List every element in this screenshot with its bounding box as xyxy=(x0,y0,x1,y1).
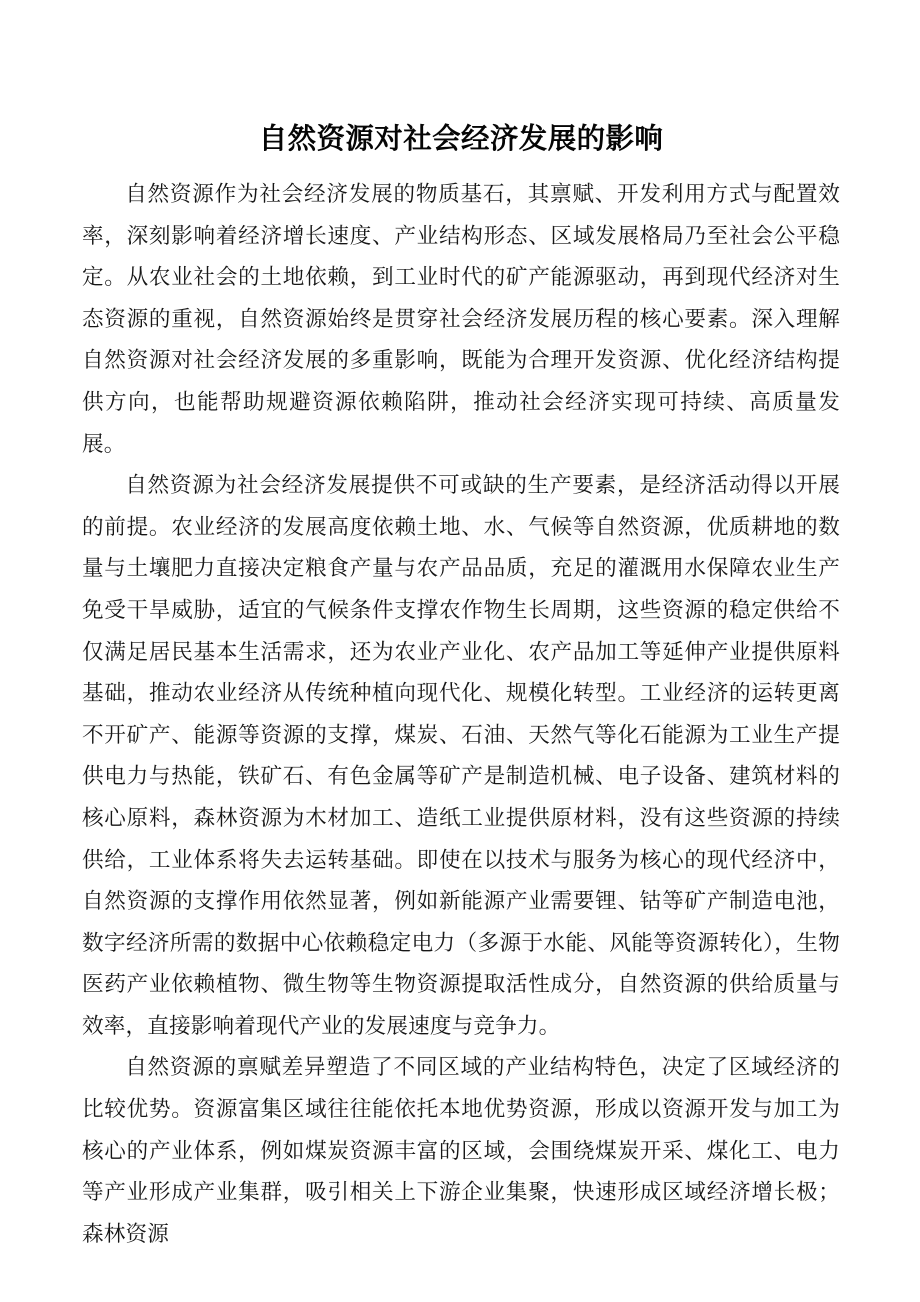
page-title: 自然资源对社会经济发展的影响 xyxy=(258,122,664,155)
document-content xyxy=(82,118,840,1255)
body-paragraph-2: 自然资源为社会经济发展提供不可或缺的生产要素，是经济活动得以开展的前提。农业经济的发展高度依赖土地、水、气候等自然资源，优质耕地的数量与土壤肥力直接决定粮食产量与农产品品质，充足的灌溉用水保障农业生产免受干旱威胁，适宜的气候条件支撑农作物生长周期，这些资源的稳定供给不仅满足居民基本生活需求，还为农业产业化、农产品加工等延伸产业提供原料基础，推动农业经济从传统种植向现代化、规模化转型。工业经济的运转更离不开矿产、能源等资源的支撑，煤炭、石油、天然气等化石能源为工业生产提供电力与热能，铁矿石、有色金属等矿产是制造机械、电子设备、建筑材料的核心原料，森林资源为木材加工、造纸工业提供原材料，没有这些资源的持续供给，工业体系将失去运转基础。即使在以技术与服务为核心的现代经济中，自然资源的支撑作用依然显著，例如新能源产业需要锂、钴等矿产制造电池，数字经济所需的数据中心依赖稳定电力（多源于水能、风能等资源转化），生物医药产业依赖植物、微生物等生物资源提取活性成分，自然资源的供给质量与效率，直接影响着现代产业的发展速度与竞争力。 xyxy=(82,473,840,1038)
body-paragraph-1: 自然资源作为社会经济发展的物质基石，其禀赋、开发利用方式与配置效率，深刻影响着经济增长速度、产业结构形态、区域发展格局乃至社会公平稳定。从农业社会的土地依赖，到工业时代的矿产能源驱动，再到现代经济对生态资源的重视，自然资源始终是贯穿社会经济发展历程的核心要素。深入理解自然资源对社会经济发展的多重影响，既能为合理开发资源、优化经济结构提供方向，也能帮助规避资源依赖陷阱，推动社会经济实现可持续、高质量发展。 xyxy=(82,182,840,456)
body-paragraph-3: 自然资源的禀赋差异塑造了不同区域的产业结构特色，决定了区域经济的比较优势。资源富集区域往往能依托本地优势资源，形成以资源开发与加工为核心的产业体系，例如煤炭资源丰富的区域，会围绕煤炭开采、煤化工、电力等产业形成产业集群，吸引相关上下游企业集聚，快速形成区域经济增长极；森林资源 xyxy=(82,1055,840,1246)
